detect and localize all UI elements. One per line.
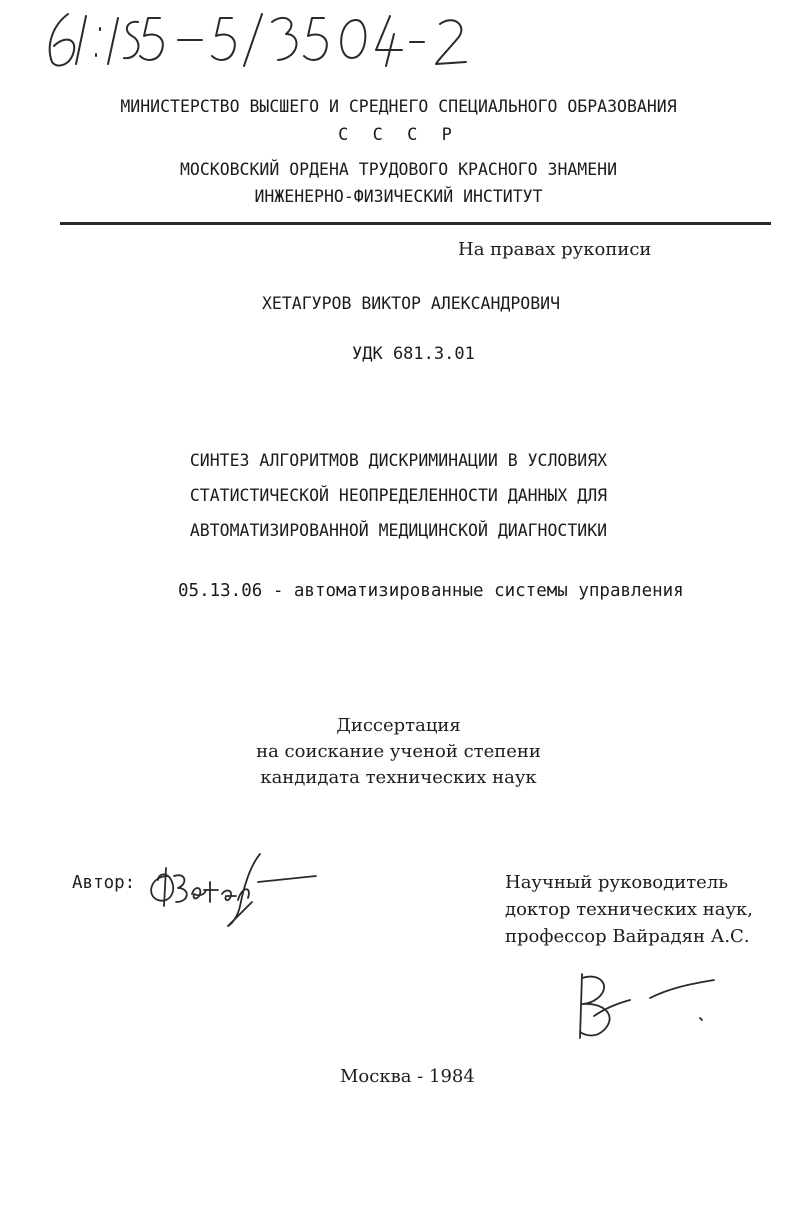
advisor-signature (560, 968, 720, 1046)
advisor-degree: доктор технических наук, (505, 899, 754, 920)
ministry-heading: МИНИСТЕРСТВО ВЫСШЕГО И СРЕДНЕГО СПЕЦИАЛЬНОГО ОБРАЗОВАНИЯ (120, 97, 677, 116)
dissertation-title-line3: АВТОМАТИЗИРОВАННОЙ МЕДИЦИНСКОЙ ДИАГНОСТИКИ (189, 521, 608, 540)
institute-heading-line1: МОСКОВСКИЙ ОРДЕНА ТРУДОВОГО КРАСНОГО ЗНАМЕНИ (179, 160, 618, 179)
author-signature (140, 846, 320, 928)
author-full-name: ХЕТАГУРОВ ВИКТОР АЛЕКСАНДРОВИЧ (262, 294, 561, 313)
advisor-role: Научный руководитель (505, 872, 729, 893)
degree-field-line: кандидата технических наук (260, 767, 537, 788)
specialty-code: 05.13.06 - автоматизированные системы управления (178, 581, 684, 601)
advisor-name: профессор Вайрадян А.С. (505, 926, 750, 947)
handwritten-reference (38, 6, 498, 72)
udk-code: УДК 681.3.01 (352, 344, 475, 364)
manuscript-rights-note: На правах рукописи (458, 239, 652, 260)
country-heading: С С С Р (338, 125, 459, 145)
header-divider (60, 222, 771, 225)
author-label: Автор: (72, 873, 136, 893)
institute-heading-line2: ИНЖЕНЕРНО-ФИЗИЧЕСКИЙ ИНСТИТУТ (254, 187, 543, 206)
dissertation-label: Диссертация (336, 715, 461, 736)
degree-line: на соискание ученой степени (256, 741, 541, 762)
dissertation-title-line1: СИНТЕЗ АЛГОРИТМОВ ДИСКРИМИНАЦИИ В УСЛОВИЯХ (189, 451, 608, 470)
dissertation-title-line2: СТАТИСТИЧЕСКОЙ НЕОПРЕДЕЛЕННОСТИ ДАННЫХ ДЛЯ (189, 486, 608, 505)
city-year: Москва - 1984 (340, 1066, 475, 1087)
